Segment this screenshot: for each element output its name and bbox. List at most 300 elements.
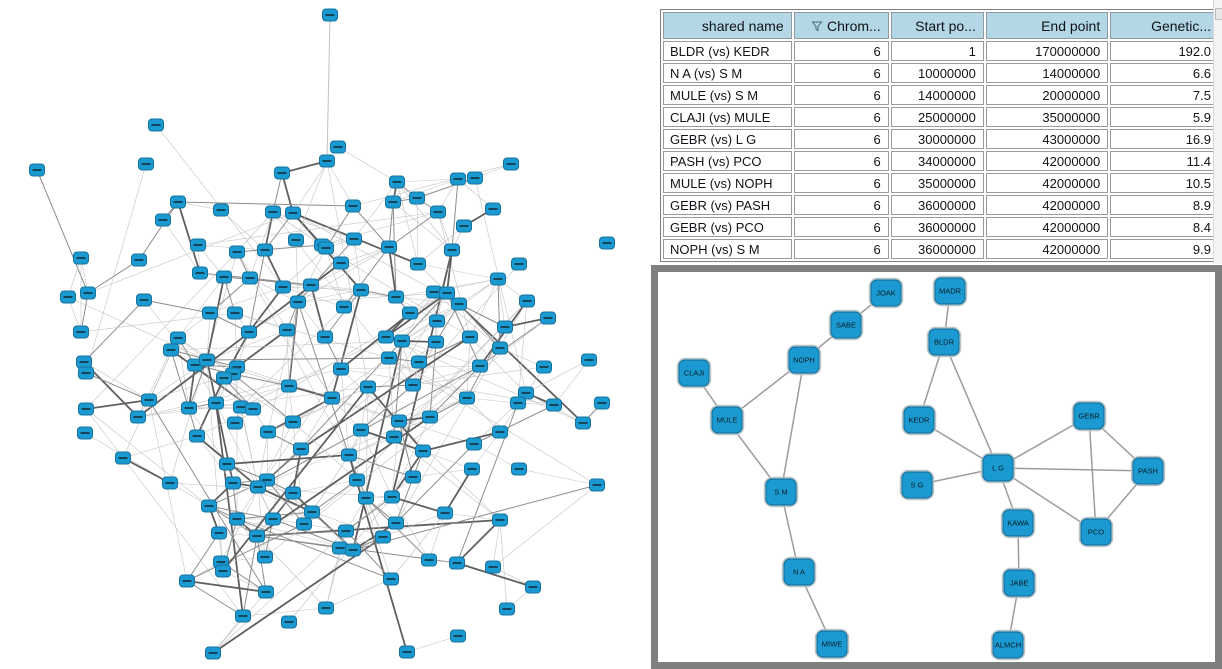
table-cell[interactable]: 35000000 [986, 107, 1108, 127]
network-node[interactable] [180, 575, 195, 587]
network-node[interactable] [331, 141, 346, 153]
network-node[interactable] [354, 284, 369, 296]
cell-shared-name[interactable]: N A (vs) S M [663, 63, 792, 83]
network-node[interactable] [385, 491, 400, 503]
table-cell[interactable]: 42000000 [986, 173, 1108, 193]
network-node[interactable] [61, 291, 76, 303]
network-node[interactable] [361, 381, 376, 393]
network-node[interactable] [216, 565, 231, 577]
node-label-smudge [166, 482, 175, 484]
network-node[interactable] [467, 438, 482, 450]
network-node[interactable] [236, 610, 251, 622]
table-cell[interactable]: 6 [794, 195, 889, 215]
table-row[interactable] [663, 173, 1219, 193]
network-node[interactable] [491, 273, 506, 285]
table-cell[interactable]: 6 [794, 151, 889, 171]
network-node[interactable] [142, 394, 157, 406]
network-node[interactable] [200, 354, 215, 366]
network-node[interactable] [382, 241, 397, 253]
table-cell[interactable]: 5.9 [1110, 107, 1219, 127]
network-node[interactable] [457, 220, 472, 232]
network-node[interactable] [389, 291, 404, 303]
network-node-JOAK[interactable] [870, 279, 903, 308]
node-label: N A [792, 567, 806, 577]
network-edge [187, 524, 304, 581]
network-node[interactable] [286, 487, 301, 499]
network-node[interactable] [422, 554, 437, 566]
network-node-KEDR[interactable] [903, 406, 936, 435]
network-node[interactable] [242, 326, 257, 338]
table-cell[interactable]: 6 [794, 217, 889, 237]
node-label-smudge [471, 177, 480, 179]
network-node[interactable] [541, 312, 556, 324]
network-node[interactable] [79, 403, 94, 415]
network-node[interactable] [163, 477, 178, 489]
table-cell[interactable]: 6 [794, 129, 889, 149]
table-cell[interactable]: 6 [794, 239, 889, 259]
network-node[interactable] [347, 233, 362, 245]
network-node[interactable] [209, 397, 224, 409]
network-edge-BLDR-LG[interactable] [944, 342, 998, 468]
network-node[interactable] [282, 380, 297, 392]
cell-shared-name[interactable]: GEBR (vs) PASH [663, 195, 792, 215]
network-node[interactable] [445, 244, 460, 256]
node-label-smudge [489, 566, 498, 568]
network-node[interactable] [282, 616, 297, 628]
network-node[interactable] [30, 164, 45, 176]
network-node[interactable] [258, 244, 273, 256]
network-node[interactable] [493, 342, 508, 354]
network-node[interactable] [230, 246, 245, 258]
network-node[interactable] [266, 513, 281, 525]
node-label-smudge [174, 337, 183, 339]
network-node[interactable] [116, 452, 131, 464]
network-node[interactable] [473, 360, 488, 372]
network-node[interactable] [203, 307, 218, 319]
node-label-smudge [455, 303, 464, 305]
network-node[interactable] [498, 321, 513, 333]
small-network-canvas[interactable] [658, 272, 1215, 662]
network-node-ALMCH[interactable] [992, 631, 1025, 660]
column-header-label: End point [1041, 17, 1101, 34]
table-row[interactable] [663, 107, 1219, 127]
network-node[interactable] [392, 415, 407, 427]
network-node[interactable] [286, 416, 301, 428]
node-label-smudge [593, 484, 602, 486]
network-node[interactable] [275, 167, 290, 179]
network-node[interactable] [416, 445, 431, 457]
node-label-smudge [269, 518, 278, 520]
network-node[interactable] [251, 481, 266, 493]
table-cell[interactable]: 30000000 [891, 129, 984, 149]
table-cell[interactable]: 6 [794, 85, 889, 105]
network-node[interactable] [319, 602, 334, 614]
network-node[interactable] [164, 344, 179, 356]
node-label-smudge [119, 457, 128, 459]
network-node[interactable] [220, 458, 235, 470]
network-node[interactable] [191, 239, 206, 251]
network-edge-NOPH-SM[interactable] [781, 360, 804, 492]
node-label-smudge [322, 247, 331, 249]
network-node-PASH[interactable] [1132, 457, 1165, 486]
table-cell[interactable]: 6 [794, 173, 889, 193]
node-label-smudge [279, 286, 288, 288]
network-node[interactable] [387, 431, 402, 443]
network-node-SM[interactable] [765, 478, 798, 507]
node-label-smudge [231, 422, 240, 424]
node-label-smudge [414, 263, 423, 265]
network-node[interactable] [463, 331, 478, 343]
network-node[interactable] [171, 196, 186, 208]
cell-shared-name[interactable]: CLAJI (vs) MULE [663, 107, 792, 127]
table-cell[interactable]: 11.4 [1110, 151, 1219, 171]
network-node[interactable] [429, 336, 444, 348]
network-node[interactable] [384, 573, 399, 585]
node-label-smudge [494, 278, 503, 280]
network-node[interactable] [600, 237, 615, 249]
network-node[interactable] [139, 158, 154, 170]
network-node[interactable] [305, 506, 320, 518]
network-node[interactable] [350, 474, 365, 486]
network-node[interactable] [226, 477, 241, 489]
network-node[interactable] [291, 296, 306, 308]
table-cell[interactable]: 8.4 [1110, 217, 1219, 237]
node-label-smudge [261, 556, 270, 558]
table-cell[interactable]: 16.9 [1110, 129, 1219, 149]
network-node[interactable] [520, 295, 535, 307]
network-node[interactable] [382, 352, 397, 364]
table-row[interactable] [663, 41, 1219, 61]
table-cell[interactable]: 6.6 [1110, 63, 1219, 83]
network-node-CLAJI[interactable] [678, 359, 711, 388]
network-node[interactable] [230, 513, 245, 525]
column-header-genetic-[interactable] [1110, 12, 1219, 39]
network-node[interactable] [243, 272, 258, 284]
network-node[interactable] [504, 158, 519, 170]
network-node[interactable] [430, 315, 445, 327]
network-node[interactable] [261, 426, 276, 438]
network-node[interactable] [451, 630, 466, 642]
node-label-smudge [289, 421, 298, 423]
network-node[interactable] [266, 206, 281, 218]
node-label-smudge [220, 377, 229, 379]
column-header-label: Start po... [915, 17, 976, 34]
node-label: MULE [716, 415, 738, 425]
network-node[interactable] [212, 527, 227, 539]
network-node-SABE[interactable] [830, 311, 863, 340]
node-label-smudge [515, 263, 524, 265]
network-node[interactable] [206, 647, 221, 659]
table-row[interactable] [663, 151, 1219, 171]
network-node[interactable] [214, 204, 229, 216]
node-label-smudge [77, 331, 86, 333]
network-node-KAWA[interactable] [1002, 509, 1035, 538]
network-node[interactable] [156, 214, 171, 226]
network-node[interactable] [547, 399, 562, 411]
column-header-shared-name[interactable] [663, 12, 792, 39]
network-edge [216, 403, 243, 616]
node-label-smudge [387, 578, 396, 580]
network-edge [389, 212, 438, 247]
network-node[interactable] [79, 367, 94, 379]
table-cell[interactable]: 10000000 [891, 63, 984, 83]
column-header-chrom-[interactable] [794, 12, 889, 39]
network-node[interactable] [182, 402, 197, 414]
network-edge [519, 469, 597, 485]
table-row[interactable] [663, 63, 1219, 83]
network-node[interactable] [171, 332, 186, 344]
network-node[interactable] [452, 298, 467, 310]
network-node[interactable] [259, 586, 274, 598]
table-cell[interactable]: 1 [891, 41, 984, 61]
node-label-smudge [233, 518, 242, 520]
network-node[interactable] [276, 281, 291, 293]
node-label-smudge [362, 497, 371, 499]
network-edge [445, 513, 500, 520]
node-label-smudge [496, 431, 505, 433]
node-label-smudge [388, 496, 397, 498]
node-label-smudge [142, 163, 151, 165]
network-node-MULE[interactable] [711, 406, 744, 435]
network-node[interactable] [576, 417, 591, 429]
network-edge [213, 531, 346, 653]
cell-shared-name[interactable]: BLDR (vs) KEDR [663, 41, 792, 61]
network-node[interactable] [386, 196, 401, 208]
network-edge-LG-PASH[interactable] [998, 468, 1148, 471]
table-cell[interactable]: 42000000 [986, 217, 1108, 237]
network-edge-GEBR-PCO[interactable] [1089, 416, 1096, 532]
cell-shared-name[interactable]: MULE (vs) NOPH [663, 173, 792, 193]
table-cell[interactable]: 34000000 [891, 151, 984, 171]
network-node[interactable] [403, 307, 418, 319]
network-node[interactable] [395, 335, 410, 347]
network-node[interactable] [217, 372, 232, 384]
table-row[interactable] [663, 239, 1219, 259]
network-node[interactable] [359, 492, 374, 504]
network-node[interactable] [334, 257, 349, 269]
network-node[interactable] [440, 287, 455, 299]
table-cell[interactable]: 192.0 [1110, 41, 1219, 61]
network-node[interactable] [450, 557, 465, 569]
network-node-MADR[interactable] [934, 277, 967, 306]
table-cell[interactable]: 36000000 [891, 217, 984, 237]
network-node[interactable] [346, 200, 361, 212]
node-label-smudge [82, 372, 91, 374]
network-node[interactable] [258, 551, 273, 563]
network-edge [493, 485, 597, 567]
network-node[interactable] [131, 411, 146, 423]
network-node-PCO[interactable] [1080, 518, 1113, 547]
network-node[interactable] [132, 254, 147, 266]
node-label-smudge [392, 296, 401, 298]
network-node[interactable] [193, 267, 208, 279]
network-node-BLDR[interactable] [928, 328, 961, 357]
network-node[interactable] [465, 463, 480, 475]
network-node[interactable] [460, 392, 475, 404]
network-edge [287, 330, 289, 386]
filter-icon[interactable] [811, 20, 823, 32]
network-node-JABE[interactable] [1003, 569, 1036, 598]
table-cell[interactable]: 42000000 [986, 239, 1108, 259]
network-node[interactable] [342, 449, 357, 461]
table-scrollbar-thumb[interactable] [1215, 8, 1222, 20]
network-node[interactable] [294, 443, 309, 455]
network-node[interactable] [323, 9, 338, 21]
network-node[interactable] [246, 403, 261, 415]
network-node[interactable] [410, 192, 425, 204]
network-node[interactable] [74, 252, 89, 264]
network-edge [326, 548, 340, 608]
network-node-LG[interactable] [982, 454, 1015, 483]
network-node[interactable] [319, 242, 334, 254]
network-node[interactable] [431, 206, 446, 218]
network-node[interactable] [379, 331, 394, 343]
network-node[interactable] [228, 307, 243, 319]
network-node[interactable] [537, 361, 552, 373]
table-cell[interactable]: 6 [794, 107, 889, 127]
network-node[interactable] [400, 646, 415, 658]
network-node[interactable] [595, 397, 610, 409]
column-header-end-point[interactable] [986, 12, 1108, 39]
network-node-GEBR[interactable] [1073, 402, 1106, 431]
network-node[interactable] [526, 581, 541, 593]
network-node[interactable] [334, 363, 349, 375]
network-node[interactable] [412, 356, 427, 368]
node-label-smudge [140, 299, 149, 301]
network-node[interactable] [190, 430, 205, 442]
network-node-NA[interactable] [783, 558, 816, 587]
table-cell[interactable]: 25000000 [891, 107, 984, 127]
table-cell[interactable]: 36000000 [891, 195, 984, 215]
table-cell[interactable]: 9.9 [1110, 239, 1219, 259]
network-node[interactable] [286, 207, 301, 219]
cell-shared-name[interactable]: MULE (vs) S M [663, 85, 792, 105]
node-label-smudge [77, 257, 86, 259]
network-node[interactable] [354, 424, 369, 436]
table-cell[interactable]: 10.5 [1110, 173, 1219, 193]
network-node[interactable] [582, 354, 597, 366]
table-row[interactable] [663, 217, 1219, 237]
node-label-smudge [261, 249, 270, 251]
network-node[interactable] [389, 517, 404, 529]
network-node[interactable] [406, 379, 421, 391]
network-node-SG[interactable] [901, 471, 934, 500]
network-node[interactable] [411, 258, 426, 270]
node-label: S G [910, 480, 924, 490]
table-cell[interactable]: 36000000 [891, 239, 984, 259]
node-label-smudge [389, 201, 398, 203]
network-node[interactable] [217, 271, 232, 283]
table-cell[interactable]: 35000000 [891, 173, 984, 193]
table-row[interactable] [663, 195, 1219, 215]
network-node[interactable] [512, 258, 527, 270]
node-label-smudge [409, 384, 418, 386]
network-node[interactable] [512, 463, 527, 475]
network-node[interactable] [304, 279, 319, 291]
network-node[interactable] [376, 531, 391, 543]
table-cell[interactable]: 20000000 [986, 85, 1108, 105]
table-cell[interactable]: 170000000 [986, 41, 1108, 61]
network-node[interactable] [137, 294, 152, 306]
node-label-smudge [426, 416, 435, 418]
table-cell[interactable]: 7.5 [1110, 85, 1219, 105]
network-node[interactable] [339, 525, 354, 537]
network-node[interactable] [289, 234, 304, 246]
node-label-smudge [289, 492, 298, 494]
network-node[interactable] [77, 356, 92, 368]
table-cell[interactable]: 43000000 [986, 129, 1108, 149]
network-node[interactable] [423, 411, 438, 423]
node-label-smudge [390, 436, 399, 438]
node-label-smudge [185, 407, 194, 409]
network-node[interactable] [493, 514, 508, 526]
network-node-NOPH[interactable] [788, 346, 821, 375]
table-scrollbar[interactable] [1213, 0, 1222, 264]
network-node-MIWE[interactable] [816, 630, 849, 659]
network-node[interactable] [500, 603, 515, 615]
network-node[interactable] [486, 561, 501, 573]
network-node[interactable] [81, 287, 96, 299]
table-cell[interactable]: 6 [794, 41, 889, 61]
cell-shared-name[interactable]: NOPH (vs) S M [663, 239, 792, 259]
table-cell[interactable]: 6 [794, 63, 889, 83]
network-node[interactable] [74, 326, 89, 338]
table-row[interactable] [663, 85, 1219, 105]
table-row[interactable] [663, 129, 1219, 149]
network-node[interactable] [318, 331, 333, 343]
network-node[interactable] [438, 507, 453, 519]
table-cell[interactable]: 42000000 [986, 151, 1108, 171]
network-node[interactable] [493, 426, 508, 438]
network-node[interactable] [228, 417, 243, 429]
node-label-smudge [385, 357, 394, 359]
network-node[interactable] [451, 173, 466, 185]
network-edge [418, 264, 498, 279]
network-node[interactable] [511, 397, 526, 409]
network-node[interactable] [406, 471, 421, 483]
network-edge [243, 536, 257, 616]
cell-shared-name[interactable]: GEBR (vs) PCO [663, 217, 792, 237]
node-label-smudge [300, 523, 309, 525]
table-cell[interactable]: 14000000 [986, 63, 1108, 83]
network-node[interactable] [202, 500, 217, 512]
table-cell[interactable]: 8.9 [1110, 195, 1219, 215]
network-node[interactable] [297, 518, 312, 530]
network-node[interactable] [325, 392, 340, 404]
network-node[interactable] [390, 176, 405, 188]
node-label-smudge [289, 212, 298, 214]
network-edge [88, 260, 139, 293]
network-edge [86, 400, 149, 409]
network-node[interactable] [320, 155, 335, 167]
network-node[interactable] [149, 119, 164, 131]
network-node[interactable] [250, 530, 265, 542]
network-node[interactable] [280, 324, 295, 336]
table-cell[interactable]: 14000000 [891, 85, 984, 105]
network-node[interactable] [337, 301, 352, 313]
network-node[interactable] [78, 427, 93, 439]
node-label-smudge [223, 463, 232, 465]
cell-shared-name[interactable]: PASH (vs) PCO [663, 151, 792, 171]
column-header-start-po-[interactable] [891, 12, 984, 39]
table-cell[interactable]: 42000000 [986, 195, 1108, 215]
network-node[interactable] [590, 479, 605, 491]
network-node[interactable] [486, 203, 501, 215]
network-edge [327, 15, 330, 161]
network-node[interactable] [468, 172, 483, 184]
cell-shared-name[interactable]: GEBR (vs) L G [663, 129, 792, 149]
network-node[interactable] [346, 544, 361, 556]
